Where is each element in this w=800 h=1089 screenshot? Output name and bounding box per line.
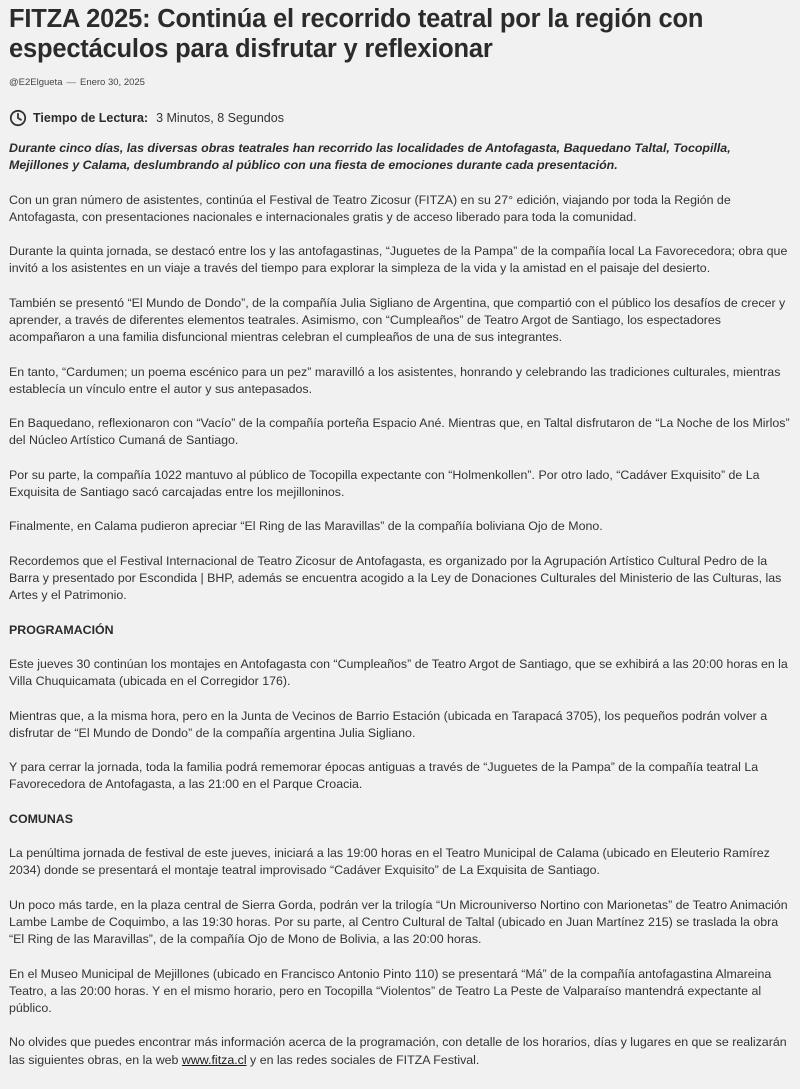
paragraph: La penúltima jornada de festival de este jueves, iniciará a las 19:00 horas en el Teatro Municipal de Calama (ubicado en Eleuterio Ramírez 2034) donde se presentará el montaje teatral improvisado “Cadáver Exquisito” de La Exquisita de Santiago. <box>9 846 770 878</box>
reading-time-label: Tiempo de Lectura: <box>33 111 149 125</box>
article-body <box>9 140 793 1069</box>
closing-text-before-link: No olvides que puedes encontrar más información acerca de la programación, con detalle de los horarios, días y lugares en que se realizarán las siguientes obras, en la web <box>9 1035 787 1067</box>
paragraph: Y para cerrar la jornada, toda la familia podrá rememorar épocas antiguas a través de “Juguetes de la Pampa” de la compañía teatral La Favorecedora de Antofagasta, a las 21:00 en el Parque Croacia. <box>9 760 759 792</box>
paragraph: Finalmente, en Calama pudieron apreciar “El Ring de las Maravillas” de la compañía boliviana Ojo de Mono. <box>9 519 603 534</box>
closing-text-after-link: y en las redes sociales de FITZA Festival. <box>246 1052 480 1067</box>
closing-paragraph <box>9 1034 793 1068</box>
fitza-website-link[interactable]: www.fitza.cl <box>181 1052 247 1067</box>
paragraph: Recordemos que el Festival Internacional de Teatro Zicosur de Antofagasta, es organizado por la Agrupación Artístico Cultural Pedro de la Barra y presentado por Escondida | BHP, además se encuentra acogido a la Ley de Donaciones Culturales del Ministerio de las Culturas, las Artes y el Patrimonio. <box>9 553 782 603</box>
author-link[interactable]: @E2Elgueta <box>9 77 63 88</box>
paragraph: En el Museo Municipal de Mejillones (ubicado en Francisco Antonio Pinto 110) se presentará “Má” de la compañía antofagastina Almareina Teatro, a las 20:00 horas. Y en el mismo horario, pero en Tocopilla “Violentos” de Teatro La Peste de Valparaíso mantendrá expectante al público. <box>9 966 772 1015</box>
article-lead: Durante cinco días, las diversas obras teatrales han recorrido las localidades de Antofagasta, Baquedano Taltal, Tocopilla, Mejillones y Calama, deslumbrando al público con una fiesta de emociones durante cada presentación. <box>9 141 731 173</box>
paragraph: Un poco más tarde, en la plaza central de Sierra Gorda, podrán ver la trilogía “Un Microuniverso Nortino con Marionetas” de Teatro Animación Lambe Lambe de Coquimbo, a las 19:30 horas. Por su parte, al Centro Cultural de Taltal (ubicado en Juan Martínez 215) se traslada la obra “El Ring de las Maravillas”, de la compañía Ojo de Mono de Bolivia, a las 20:00 horas. <box>9 897 788 947</box>
article-title: FITZA 2025: Continúa el recorrido teatral por la región con espectáculos para disfrutar y reflexionar <box>9 5 704 63</box>
paragraph: Por su parte, la compañía 1022 mantuvo al público de Tocopilla expectante con “Holmenkollen”. Por otro lado, “Cadáver Exquisito” de La Exquisita de Santiago sacó carcajadas entre los mejilloninos. <box>9 467 760 499</box>
section-heading-programacion: PROGRAMACIÓN <box>9 622 114 637</box>
section-heading-comunas: COMUNAS <box>9 811 74 826</box>
paragraph: En Baquedano, reflexionaron con “Vacío” de la compañía porteña Espacio Ané. Mientras que, en Taltal disfrutaron de “La Noche de los Mirlos” del Núcleo Artístico Cumaná de Santiago. <box>9 416 790 448</box>
reading-time <box>9 108 793 128</box>
article-meta <box>9 76 793 90</box>
publish-date: Enero 30, 2025 <box>79 77 145 88</box>
paragraph: Durante la quinta jornada, se destacó entre los y las antofagastinas, “Juguetes de la Pampa” de la compañía local La Favorecedora; obra que invitó a los asistentes en un viaje a través del tiempo para explorar la simpleza de la vida y la amistad en el paisaje del desierto. <box>9 244 788 276</box>
paragraph: Con un gran número de asistentes, continúa el Festival de Teatro Zicosur (FITZA) en su 27° edición, viajando por toda la Región de Antofagasta, con presentaciones nacionales e internacionales gratis y de acceso liberado para toda la comunidad. <box>9 192 731 224</box>
paragraph: Mientras que, a la misma hora, pero en la Junta de Vecinos de Barrio Estación (ubicada en Tarapacá 3705), los pequeños podrán volver a disfrutar de “El Mundo de Dondo” de la compañía argentina Julia Sigliano. <box>9 708 768 740</box>
reading-time-value: 3 Minutos, 8 Segundos <box>156 111 284 125</box>
paragraph: En tanto, “Cardumen; un poema escénico para un pez” maravilló a los asistentes, honrando y celebrando las tradiciones culturales, mientras establecía un vínculo entre el autor y sus antepasados. <box>9 364 781 396</box>
clock-icon <box>9 109 27 127</box>
paragraph: Este jueves 30 continúan los montajes en Antofagasta con “Cumpleaños” de Teatro Argot de Santiago, que se exhibirá a las 20:00 horas en la Villa Chuquicamata (ubicada en el Corregidor 176). <box>9 656 788 689</box>
paragraph: También se presentó “El Mundo de Dondo”, de la compañía Julia Sigliano de Argentina, que compartió con el público los desafíos de crecer y aprender, a través de diferentes elementos teatrales. Asimismo, con “Cumpleaños” de Teatro Argot de Santiago, los espectadores acompañaron a una familia disfuncional mientras celebran el cumpleaños de una de sus integrantes. <box>9 295 786 345</box>
meta-separator: — <box>66 77 76 88</box>
